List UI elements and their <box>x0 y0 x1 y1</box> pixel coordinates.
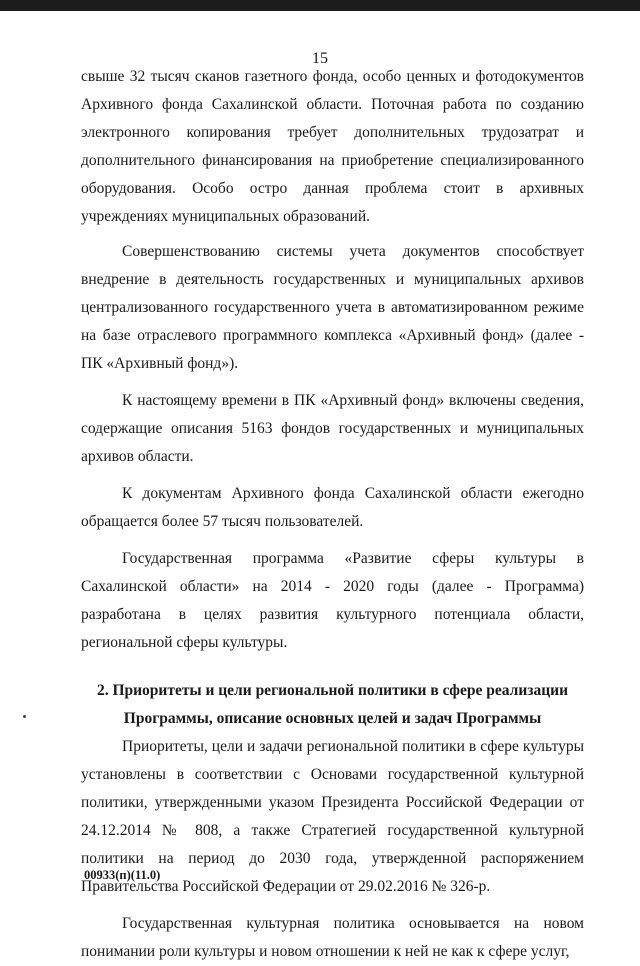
paragraph-archive-scans: свыше 32 тысяч сканов газетного фонда, особо ценных и фотодокументов Архивного фонда Сахалинской области. Поточная работа по созданию электронного копирования требует дополнительных трудозатрат и дополнительного финансирования на приобретение специализированного оборудования. Особо остро данная проблема стоит в архивных учреждениях муниципальных образований. <box>81 68 584 225</box>
paragraph-accounting-system: Совершенствованию системы учета документов способствует внедрение в деятельность государственных и муниципальных архивов централизованного государственного учета в автоматизированном режиме на базе отраслевого программного комплекса «Архивный фонд» (далее - ПК «Архивный фонд»). <box>81 243 584 372</box>
section-heading-line-1: 2. Приоритеты и цели региональной политики в сфере реализации <box>96 682 569 699</box>
top-scan-border <box>0 0 640 11</box>
document-body <box>81 63 584 966</box>
section-heading <box>81 677 584 733</box>
paragraph-state-program: Государственная программа «Развитие сферы культуры в Сахалинской области» на 2014 - 2020 годы (далее - Программа) разработана в целях развития культурного потенциала области, региональной сферы культуры. <box>81 550 584 651</box>
paragraph-priorities: Приоритеты, цели и задачи региональной политики в сфере культуры установлены в соответствии с Основами государственной культурной политики, утвержденными указом Президента Российской Федерации от 24.12.2014 № 808, а также Стратегией государственной культурной политики на период до 2030 года, утвержденной распоряжением Правительства Российской Федерации от 29.02.2016 № 326-р. <box>81 738 584 895</box>
paragraph-archive-fund-records: К настоящему времени в ПК «Архивный фонд» включены сведения, содержащие описания 5163 фондов государственных и муниципальных архивов области. <box>81 392 584 465</box>
page-number: 15 <box>312 50 328 67</box>
paragraph-users: К документам Архивного фонда Сахалинской области ежегодно обращается более 57 тысяч пользователей. <box>81 485 584 530</box>
document-footer-code: 00933(п)(11.0) <box>84 868 161 882</box>
section-heading-line-2: Программы, описание основных целей и задач Программы <box>123 710 542 727</box>
scan-speck <box>23 715 26 718</box>
paragraph-cultural-policy: Государственная культурная политика основывается на новом понимании роли культуры и новом отношении к ней не как к сфере услуг, <box>81 915 584 960</box>
